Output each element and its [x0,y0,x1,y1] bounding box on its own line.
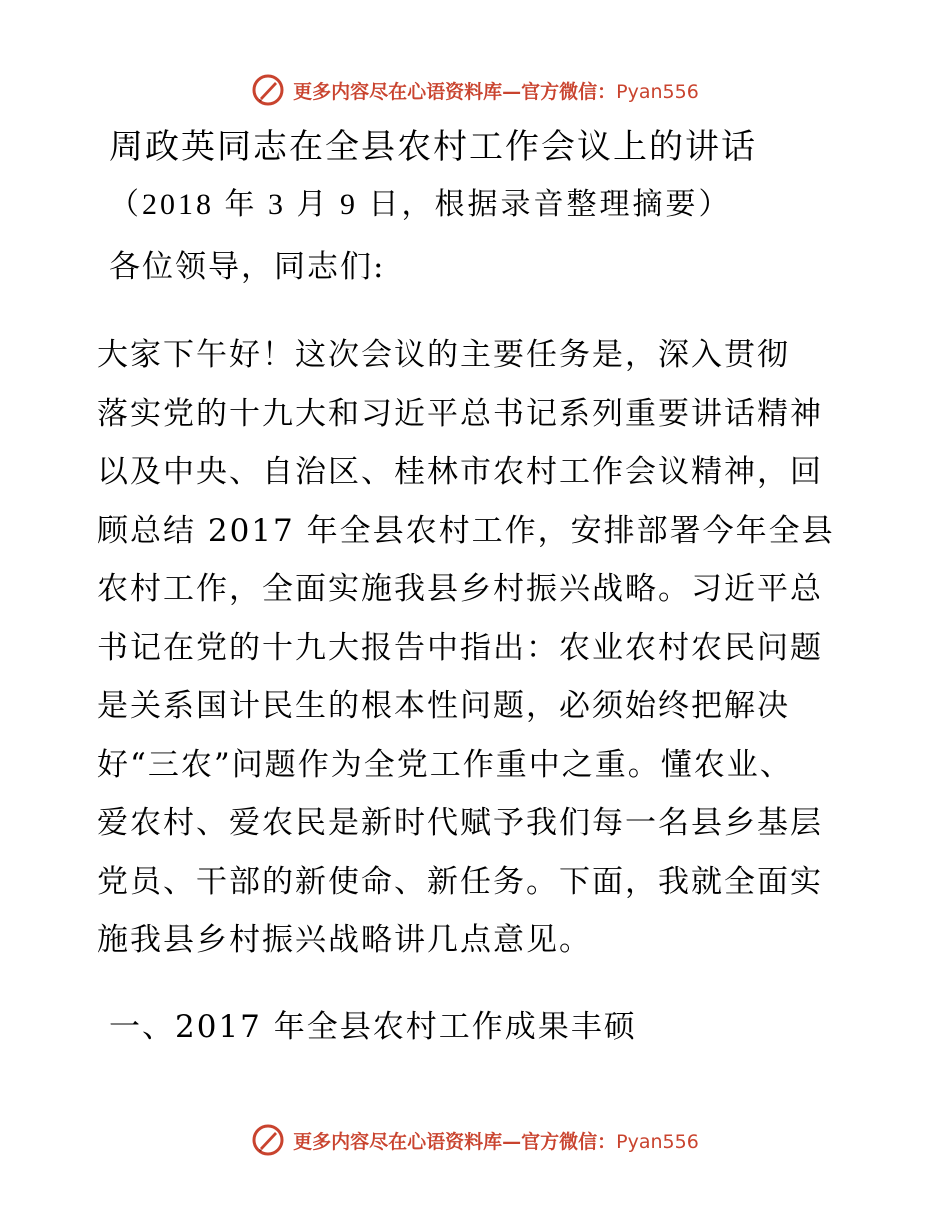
paragraph-line: 农村工作，全面实施我县乡村振兴战略。习近平总 [97,571,823,607]
paragraph-line: 好“三农”问题作为全党工作重中之重。懂农业、 [97,746,793,783]
paragraph-line: 书记在党的十九大报告中指出：农业农村农民问题 [97,629,823,666]
watermark-banner-top [0,70,950,110]
paragraph-line: 大家下午好！这次会议的主要任务是，深入贯彻 [97,337,790,373]
document-title: 周政英同志在全县农村工作会议上的讲话 [109,127,757,167]
document-subtitle: （2018 年 3 月 9 日，根据录音整理摘要） [109,188,732,221]
paragraph-line: 爱农村、爱农民是新时代赋予我们每一名县乡基层 [97,805,823,841]
opening-paragraph [97,326,857,970]
salutation: 各位领导，同志们: [109,249,386,285]
paragraph-line: 以及中央、自治区、桂林市农村工作会议精神，回 [97,454,823,490]
quill-logo-icon [251,73,285,107]
quill-logo-icon [251,1123,285,1157]
paragraph-line: 施我县乡村振兴战略讲几点意见。 [97,922,592,958]
watermark-text: 更多内容尽在心语资料库—官方微信：Pyan556 [293,80,699,103]
document-body [97,118,857,1056]
paragraph-line: 顾总结 2017 年全县农村工作，安排部署今年全县 [97,512,835,549]
watermark-text: 更多内容尽在心语资料库—官方微信：Pyan556 [293,1130,699,1153]
paragraph-line: 落实党的十九大和习近平总书记系列重要讲话精神 [97,395,823,432]
watermark-banner-bottom [0,1120,950,1160]
section-heading: 一、2017 年全县农村工作成果丰硕 [109,1008,637,1045]
paragraph-line: 是关系国计民生的根本性问题，必须始终把解决 [97,688,790,724]
paragraph-line: 党员、干部的新使命、新任务。下面，我就全面实 [97,863,823,900]
